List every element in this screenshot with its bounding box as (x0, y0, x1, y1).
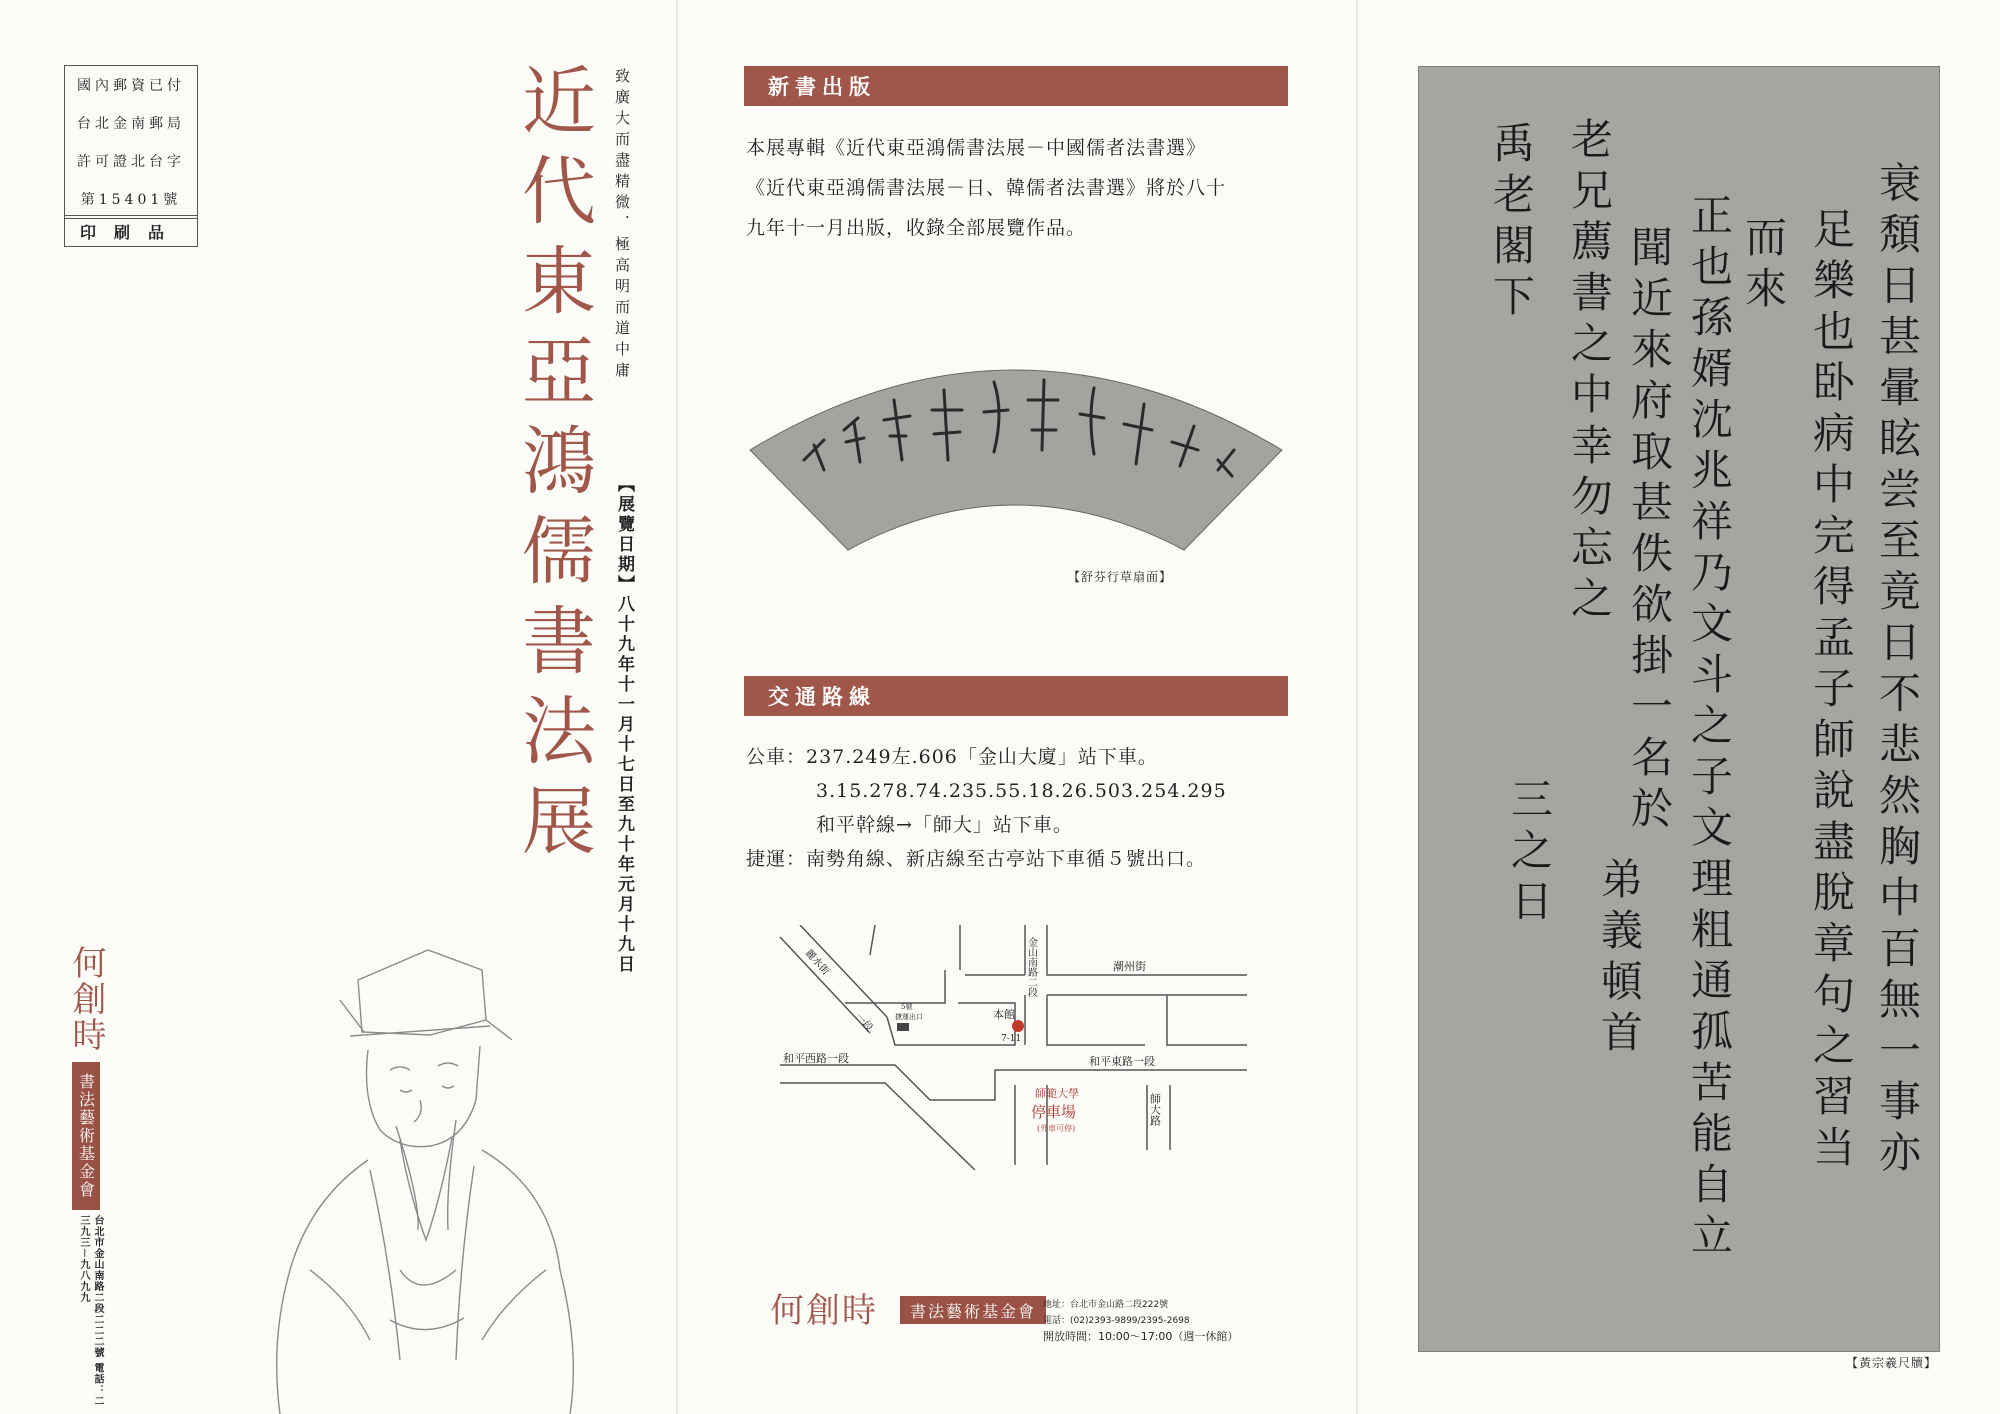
map-label-lishui: 麗水街 (802, 947, 832, 978)
map-label-parking-line2: 停車場 (1031, 1103, 1077, 1121)
calligraphy-column: 三之日 (1505, 777, 1554, 930)
section-title-new-books: 新書出版 (744, 66, 1288, 106)
calligraphy-column: 禹老閣下 (1487, 121, 1536, 325)
foundation-logo-name: 何創時 (770, 1291, 878, 1331)
map-label-main-hall: 本館 (993, 1008, 1015, 1021)
calligraphy-column: 足樂也卧病中完得孟子師說盡脫章句之習当 (1807, 207, 1856, 1176)
location-map (775, 925, 1255, 1170)
exhibition-dates: 【展覽日期】八十九年十一月十七日至九十年元月十九日 (614, 475, 634, 975)
calligraphy-caption: 【黃宗羲尺牘】 (1846, 1356, 1938, 1370)
foundation-name: 何創時 (66, 945, 106, 1053)
map-label-parking-note: (外車可停) (1037, 1124, 1076, 1133)
calligraphy-letter-image (1418, 66, 1940, 1352)
map-label-parking-line1: 師範大學 (1035, 1087, 1079, 1100)
route-line: 捷運：南勢角線、新店線至古亭站下車循５號出口。 (746, 848, 1207, 870)
map-label-chaozhou: 潮州街 (1113, 960, 1146, 973)
contact-address: 地址：台北市金山路二段222號 (1043, 1300, 1169, 1310)
foundation-address: 台北市金山南路二段二二二號 電話：二三九三－九八九九 (78, 1215, 103, 1407)
postage-line: 國內郵資已付 (77, 78, 185, 94)
map-label-exit-number: 5號 (901, 1003, 913, 1011)
map-label-exit: 捷運出口 (895, 1013, 923, 1021)
foundation-seal: 書法藝術基金會 (72, 1062, 100, 1210)
contact-phone: 電話：(02)2393-9899/2395-2698 (1043, 1316, 1190, 1326)
section-title-transport: 交通路線 (744, 676, 1288, 716)
map-label-jinshan: 金山南路二段 (1025, 937, 1037, 997)
map-label-heping-east: 和平東路一段 (1089, 1055, 1155, 1068)
route-line: 公車：237.249左.606「金山大廈」站下車。 (746, 746, 1158, 768)
motto-text: 致廣大而盡精微．極高明而道中庸 (613, 68, 631, 383)
printed-matter-label: 印刷品 (64, 215, 198, 247)
calligraphy-column: 弟義頓首 (1595, 857, 1644, 1061)
new-books-paragraph (746, 128, 1296, 248)
scholar-portrait (250, 940, 590, 1414)
postage-line: 台北金南郵局 (77, 116, 185, 132)
fold-line-right (1356, 0, 1358, 1414)
calligraphy-column: 正也孫婿沈兆祥乃文斗之子文理粗通孤苦能自立 (1685, 193, 1734, 1264)
map-label-yiduan: 一段 (852, 1011, 875, 1034)
route-line: 3.15.278.74.235.55.18.26.503.254.295 (816, 780, 1227, 802)
route-line: 和平幹線→「師大」站下車。 (816, 814, 1073, 836)
fan-caption: 【舒芬行草扇面】 (1068, 570, 1173, 584)
map-label-heping-west: 和平西路一段 (783, 1052, 849, 1065)
paragraph-line: 九年十一月出版，收錄全部展覽作品。 (746, 217, 1087, 239)
fold-line-left (676, 0, 678, 1414)
map-label-shida: 師大路 (1148, 1093, 1162, 1126)
postage-line: 第15401號 (80, 192, 182, 208)
contact-hours: 開放時間：10:00～17:00（週一休館） (1043, 1330, 1239, 1343)
foundation-logo-seal: 書法藝術基金會 (900, 1296, 1046, 1324)
calligraphy-column: 而來 (1739, 215, 1788, 317)
fan-calligraphy-image (744, 300, 1288, 570)
calligraphy-column: 聞近來府取甚佚欲掛一名於 (1625, 225, 1674, 837)
postage-line: 許可證北台字 (77, 154, 185, 170)
calligraphy-column: 老兄薦書之中幸勿忘之 (1565, 117, 1614, 627)
exhibition-title: 近代東亞鴻儒書法展 (510, 62, 596, 872)
transport-routes (746, 740, 1227, 876)
map-label-store: 7-11 (1001, 1034, 1022, 1044)
calligraphy-column: 衰頽日甚暈眩尝至竟日不悲然胸中百無一事亦 (1873, 161, 1922, 1181)
paragraph-line: 《近代東亞鴻儒書法展－日、韓儒者法書選》將於八十 (746, 177, 1227, 199)
paragraph-line: 本展專輯《近代東亞鴻儒書法展－中國儒者法書選》 (746, 137, 1207, 159)
contact-info (1043, 1297, 1238, 1345)
